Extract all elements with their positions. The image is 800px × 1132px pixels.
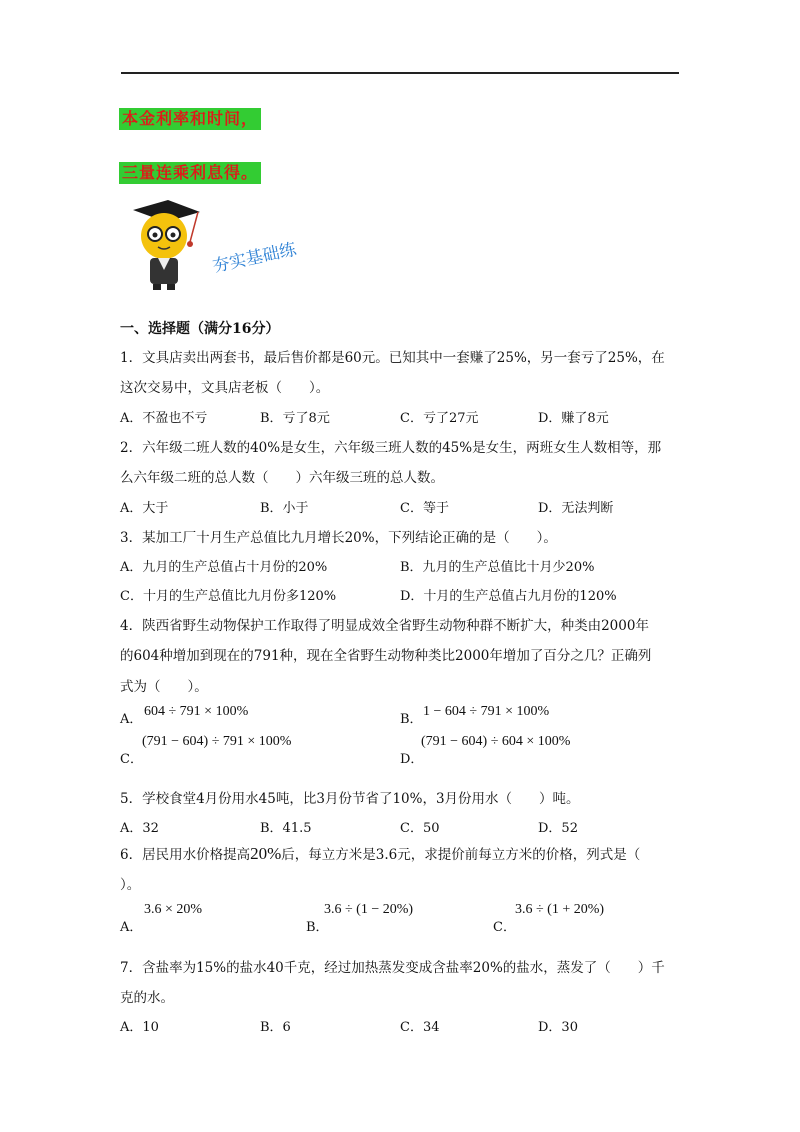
q6-line-1 <box>120 843 640 864</box>
section-title: 一、选择题（满分16分） <box>120 321 280 337</box>
mascot-caption: 夯实基础练 <box>210 239 299 277</box>
q7-line-1: 7．含盐率为15%的盐水40千克，经过加热蒸发变成含盐率20%的盐水，蒸发了（ ）千 <box>120 960 665 976</box>
q5-line-1: 5．学校食堂4月份用水45吨，比3月份节省了10%，3月份用水（ ）吨。 <box>120 791 580 807</box>
q1-option-d[interactable]: D．赚了8元 <box>538 411 609 426</box>
q5-option-d[interactable]: D．52 <box>538 821 578 836</box>
q6-line-1-percent: 20% <box>250 844 282 863</box>
q7-option-d[interactable]: D．30 <box>538 1020 578 1035</box>
q4-line-2: 的604种增加到现在的791种，现在全省野生动物种类比2000年增加了百分之几？正确列 <box>120 648 652 664</box>
q4-option-c-formula[interactable]: (791 − 604) ÷ 791 × 100% <box>142 734 292 749</box>
q4-option-a-formula[interactable]: 604 ÷ 791 × 100% <box>144 704 249 719</box>
q7-option-b[interactable]: B．6 <box>260 1020 291 1035</box>
q4-option-a-letter[interactable]: A． <box>120 712 143 727</box>
q1-option-b[interactable]: B．亏了8元 <box>260 411 330 426</box>
q2-line-2: 么六年级二班的总人数（ ）六年级三班的总人数。 <box>120 470 444 486</box>
q6-option-c-letter[interactable]: C． <box>493 920 516 935</box>
q1-line-2: 这次交易中，文具店老板（ ）。 <box>120 380 330 396</box>
q4-line-1: 4．陕西省野生动物保护工作取得了明显成效全省野生动物种群不断扩大，种类由2000年 <box>120 618 649 634</box>
q1-line-1: 1．文具店卖出两套书，最后售价都是60元。已知其中一套赚了25%，另一套亏了25%，在 <box>120 350 665 366</box>
q5-option-a[interactable]: A．32 <box>120 821 159 836</box>
q3-line-1: 3．某加工厂十月生产总值比九月增长20%，下列结论正确的是（ ）。 <box>120 530 557 546</box>
top-rule <box>121 72 679 74</box>
mascot-figure <box>133 200 200 290</box>
q6-option-c-formula[interactable]: 3.6 ÷ (1 + 20%) <box>515 902 605 917</box>
q6-option-b-letter[interactable]: B． <box>306 920 329 935</box>
q6-line-1-after: 后，每立方米是3.6元，求提价前每立方米的价格，列式是（ <box>281 847 641 863</box>
q4-option-b-formula[interactable]: 1 − 604 ÷ 791 × 100% <box>423 704 550 719</box>
q1-option-c[interactable]: C．亏了27元 <box>400 411 479 426</box>
q4-option-b-letter[interactable]: B． <box>400 712 423 727</box>
mascot-illustration <box>128 200 318 292</box>
q2-option-a[interactable]: A．大于 <box>120 501 169 516</box>
q7-option-c[interactable]: C．34 <box>400 1020 440 1035</box>
q4-option-c-letter[interactable]: C． <box>120 752 143 767</box>
q2-option-c[interactable]: C．等于 <box>400 501 449 516</box>
q6-option-a-letter[interactable]: A． <box>120 920 143 935</box>
q2-option-d[interactable]: D．无法判断 <box>538 501 614 516</box>
q6-line-1-before: 6．居民用水价格提高 <box>120 847 251 863</box>
q3-option-c[interactable]: C．十月的生产总值比九月份多120% <box>120 589 337 604</box>
q1-option-a[interactable]: A．不盈也不亏 <box>120 411 208 426</box>
q7-line-2: 克的水。 <box>120 990 174 1006</box>
q6-line-2: ）。 <box>120 877 141 893</box>
q4-line-3: 式为（ ）。 <box>120 679 208 695</box>
q7-option-a[interactable]: A．10 <box>120 1020 159 1035</box>
q5-option-c[interactable]: C．50 <box>400 821 440 836</box>
q4-option-d-letter[interactable]: D． <box>400 752 424 767</box>
q6-option-b-formula[interactable]: 3.6 ÷ (1 − 20%) <box>324 902 414 917</box>
q4-option-d-formula[interactable]: (791 − 604) ÷ 604 × 100% <box>421 734 571 749</box>
q3-option-d[interactable]: D．十月的生产总值占九月份的120% <box>400 589 617 604</box>
q3-option-a[interactable]: A．九月的生产总值占十月份的20% <box>120 560 328 575</box>
q6-option-a-formula[interactable]: 3.6 × 20% <box>144 902 203 917</box>
q2-option-b[interactable]: B．小于 <box>260 501 309 516</box>
banner-line-2: 三量连乘利息得。 <box>119 162 261 184</box>
banner-line-1: 本金利率和时间， <box>119 108 261 130</box>
q5-option-b[interactable]: B．41.5 <box>260 821 312 836</box>
q3-option-b[interactable]: B．九月的生产总值比十月少20% <box>400 560 595 575</box>
q2-line-1: 2．六年级二班人数的40%是女生，六年级三班人数的45%是女生，两班女生人数相等，那 <box>120 440 662 456</box>
